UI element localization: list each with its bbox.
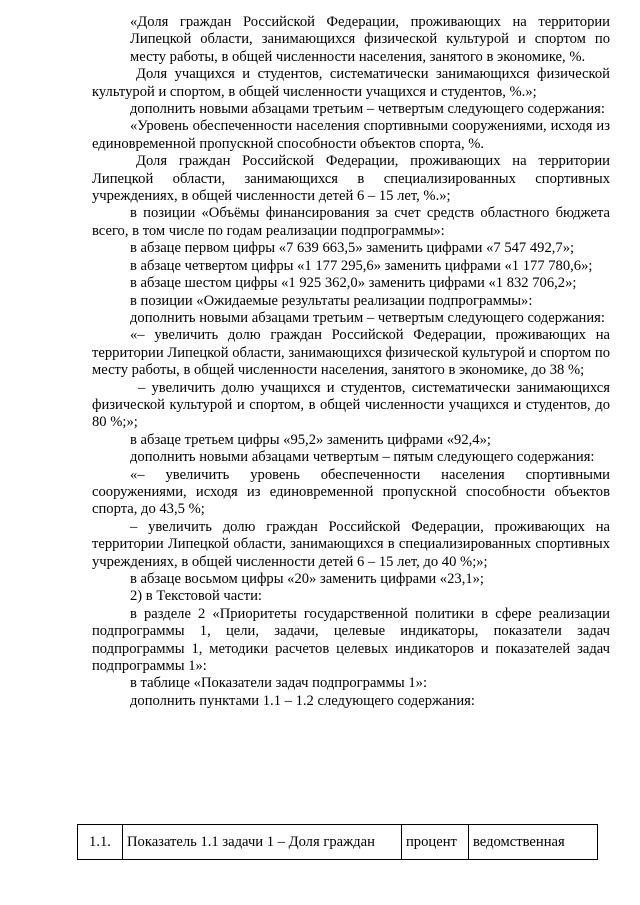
paragraph: в абзаце четвертом цифры «1 177 295,6» заменить цифрами «1 177 780,6»; — [130, 257, 593, 274]
row-number: 1.1. — [78, 825, 123, 860]
paragraph: дополнить пунктами 1.1 – 1.2 следующего содержания: — [130, 692, 475, 709]
document-body — [92, 14, 610, 710]
paragraph: 2) в Текстовой части: — [130, 588, 262, 605]
paragraph: «Уровень обеспеченности населения спортивными сооружениями, исходя из единовременной пропускной способности объектов спорта, %. — [92, 118, 610, 152]
paragraph: Доля граждан Российской Федерации, проживающих на территории Липецкой области, занимающихся в специализированных спортивных учреждениях, в общей численности детей 6 – 15 лет, %.»; — [92, 153, 610, 205]
paragraph: в абзаце шестом цифры «1 925 362,0» заменить цифрами «1 832 706,2»; — [130, 275, 577, 292]
paragraph: дополнить новыми абзацами третьим – четвертым следующего содержания: — [130, 101, 605, 118]
indicators-table — [77, 824, 598, 860]
paragraph: дополнить новыми абзацами четвертым – пятым следующего содержания: — [130, 449, 595, 466]
paragraph: дополнить новыми абзацами третьим – четвертым следующего содержания: — [130, 309, 605, 326]
paragraph: в абзаце третьем цифры «95,2» заменить цифрами «92,4»; — [130, 431, 491, 448]
paragraph: в разделе 2 «Приоритеты государственной политики в сфере реализации подпрограммы 1, цели, задачи, целевые индикаторы, показатели задач подпрограммы 1, методики расчетов целевых индикаторов и показателей задач подпрограммы 1»: — [92, 605, 610, 675]
unit-cell: процент — [402, 825, 469, 860]
indicator-name: Показатель 1.1 задачи 1 – Доля граждан — [123, 825, 402, 860]
paragraph: – увеличить долю учащихся и студентов, систематически занимающихся физической культурой и спортом, в общей численности учащихся и студентов, до 80 %;»; — [92, 379, 610, 431]
paragraph: в позиции «Ожидаемые результаты реализации подпрограммы»: — [130, 292, 533, 309]
source-cell: ведомственная — [469, 825, 598, 860]
paragraph: в таблице «Показатели задач подпрограммы 1»: — [130, 675, 427, 692]
paragraph: Доля учащихся и студентов, систематически занимающихся физической культурой и спортом, в общей численности учащихся и студентов, %.»; — [92, 66, 610, 100]
table-row — [78, 825, 598, 860]
paragraph: в позиции «Объёмы финансирования за счет средств областного бюджета всего, в том числе по годам реализации подпрограммы»: — [92, 205, 610, 239]
paragraph: «– увеличить уровень обеспеченности населения спортивными сооружениями, исходя из единовременной пропускной способности объектов спорта, до 43,5 %; — [92, 466, 610, 518]
paragraph: в абзаце первом цифры «7 639 663,5» заменить цифрами «7 547 492,7»; — [130, 240, 575, 257]
paragraph: «Доля граждан Российской Федерации, проживающих на территории Липецкой области, занимающихся физической культурой и спортом по месту работы, в общей численности населения, занятого в экономике, %. — [130, 14, 610, 65]
paragraph: «– увеличить долю граждан Российской Федерации, проживающих на территории Липецкой области, занимающихся физической культурой и спортом по месту работы, в общей численности населения, занятого в экономике, до 38 %; — [92, 327, 610, 379]
paragraph: – увеличить долю граждан Российской Федерации, проживающих на территории Липецкой области, занимающихся в специализированных спортивных учреждениях, в общей численности детей 6 – 15 лет, до 40 %;»; — [92, 518, 610, 570]
paragraph: в абзаце восьмом цифры «20» заменить цифрами «23,1»; — [130, 571, 484, 587]
